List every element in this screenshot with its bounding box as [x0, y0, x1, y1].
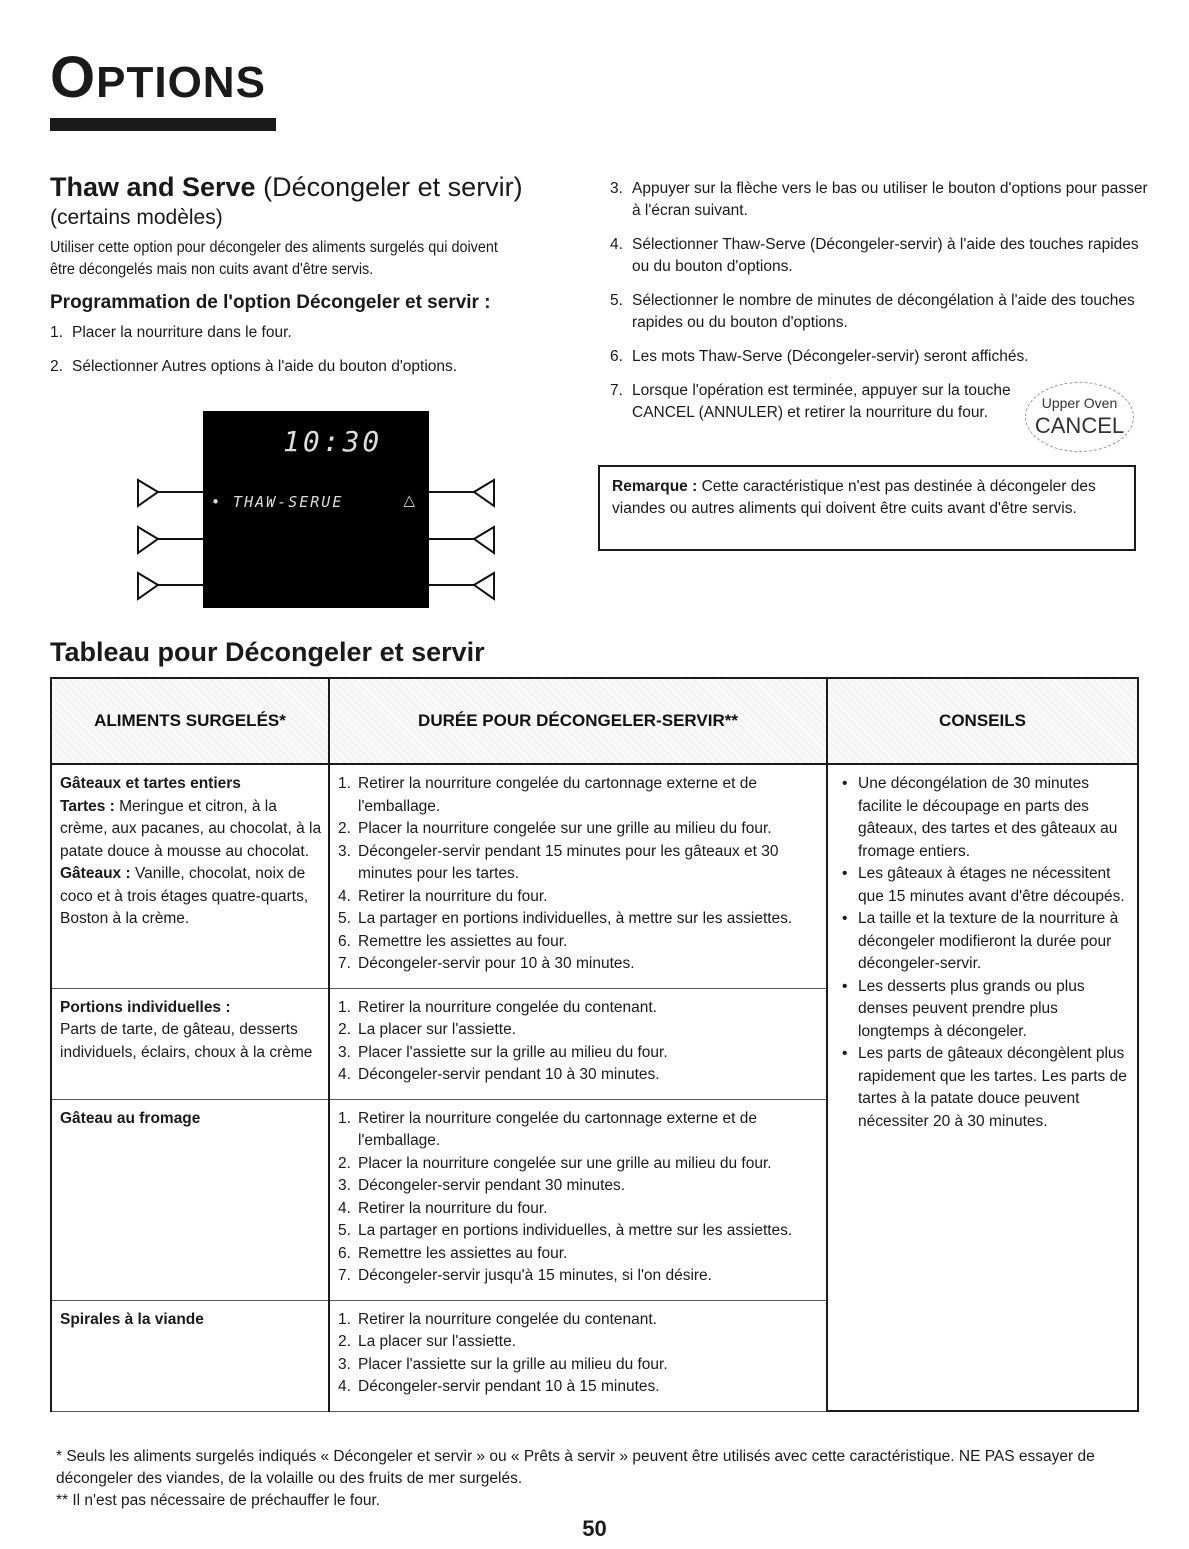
table-step: [338, 1220, 820, 1243]
food-description: [60, 798, 321, 928]
page-title-initial: O: [50, 45, 97, 110]
table-step: [338, 997, 820, 1020]
step-item: [610, 234, 1150, 278]
food-description: Parts de tarte, de gâteau, desserts individuels, éclairs, choux à la crème: [60, 1021, 313, 1061]
table-step: [338, 1265, 820, 1288]
tip-item: • Une décongélation de 30 minutes facilite le découpage en parts des gâteaux, des tartes et des gâteaux au fromage entiers.: [836, 773, 1131, 863]
step-text: Retirer la nourriture congelée du cartonnage externe et de l'emballage.: [358, 1109, 757, 1149]
page-number: 50: [582, 1516, 607, 1541]
table-step: [338, 1354, 820, 1377]
section-title-paren: (Décongeler et servir): [255, 172, 523, 202]
steps-cell: [329, 1099, 827, 1300]
table-step: [338, 953, 820, 976]
food-heading: Spirales à la viande: [60, 1310, 204, 1328]
table-step: [338, 1331, 820, 1354]
step-item: [610, 178, 1150, 222]
step-number: 3.: [610, 180, 623, 197]
step-number: 6.: [338, 1244, 351, 1262]
step-number: 4.: [338, 1066, 351, 1083]
step-number: 6.: [338, 932, 351, 950]
food-text: Vanille, chocolat, noix de coco et à trois étages quatre-quarts, Boston à la crème.: [60, 865, 309, 927]
note-text: Cette caractéristique n'est pas destinée à décongeler des viandes ou autres aliments qui doivent être cuits avant d'être servis.: [612, 478, 1096, 517]
step-number: 4.: [338, 1378, 351, 1395]
display-menu-text: • THAW-SERUE: [211, 493, 344, 511]
step-text: Décongeler-servir pendant 30 minutes.: [358, 1177, 626, 1194]
steps-cell: [329, 988, 827, 1099]
page-title-rest: PTIONS: [96, 58, 266, 107]
footnote-1: * Seuls les aliments surgelés indiqués « Décongeler et servir » ou « Prêts à servir » peuvent être utilisés avec cette caractéristique. NE PAS essayer de décongeler des viandes, de la volaille ou des fruits de mer surgelés.: [56, 1448, 1095, 1487]
step-item: [610, 380, 1017, 424]
step-text: Décongeler-servir jusqu'à 15 minutes, si l'on désire.: [358, 1267, 712, 1284]
food-cell: [51, 988, 329, 1099]
table-steps: [338, 773, 820, 976]
step-text: Placer l'assiette sur la grille au milieu du four.: [358, 1043, 668, 1061]
section-subtitle: (certains modèles): [50, 206, 223, 229]
step-number: 2.: [338, 1154, 351, 1172]
step-text: La partager en portions individuelles, à mettre sur les assiettes.: [358, 910, 793, 927]
step-number: 1.: [338, 775, 351, 792]
step-text: Placer la nourriture congelée sur une grille au milieu du four.: [358, 820, 772, 837]
header-duration: DURÉE POUR DÉCONGELER-SERVIR**: [329, 678, 827, 764]
step-number: 5.: [338, 910, 351, 927]
food-cell: [51, 764, 329, 988]
table-step: [338, 1019, 820, 1042]
header-frozen-food: ALIMENTS SURGELÉS*: [51, 678, 329, 764]
step-text: Sélectionner le nombre de minutes de décongélation à l'aide des touches rapides ou du bouton d'options.: [632, 292, 1135, 331]
table-steps: [338, 997, 820, 1087]
step-text: Retirer la nourriture congelée du cartonnage externe et de l'emballage.: [358, 775, 757, 815]
table-step: [338, 818, 820, 841]
step-text: Lorsque l'opération est terminée, appuyer sur la touche CANCEL (ANNULER) et retirer la nourriture du four.: [632, 382, 1011, 421]
step-text: La partager en portions individuelles, à mettre sur les assiettes.: [358, 1222, 793, 1239]
step-text: Retirer la nourriture du four.: [358, 887, 548, 905]
header-tips: CONSEILS: [827, 678, 1138, 764]
tips-list: [836, 773, 1131, 1133]
step-number: 7.: [610, 382, 623, 399]
step-text: Retirer la nourriture congelée du contenant.: [358, 998, 657, 1016]
food-heading: Gâteaux et tartes entiers: [60, 775, 241, 792]
step-number: 3.: [338, 1177, 351, 1194]
table-steps: [338, 1108, 820, 1288]
step-number: 4.: [338, 887, 351, 905]
food-heading: Portions individuelles :: [60, 998, 231, 1016]
table-step: [338, 1376, 820, 1399]
food-label: Gâteaux :: [60, 865, 131, 882]
right-key-icon: [474, 573, 494, 599]
step-text: Décongeler-servir pendant 10 à 30 minutes.: [358, 1066, 660, 1083]
thaw-serve-table: [50, 677, 1139, 1412]
step-text: Décongeler-servir pendant 15 minutes pour les gâteaux et 30 minutes pour les tartes.: [358, 842, 779, 882]
step-text: Retirer la nourriture du four.: [358, 1199, 548, 1217]
food-cell: [51, 1300, 329, 1411]
step-text: Décongeler-servir pendant 10 à 15 minutes.: [358, 1378, 660, 1395]
step-text: Sélectionner Thaw-Serve (Décongeler-servir) à l'aide des touches rapides ou du bouton d'options.: [632, 236, 1139, 275]
section-intro: Utiliser cette option pour décongeler des aliments surgelés qui doivent être décongelés mais non cuits avant d'être servis.: [50, 239, 498, 278]
table-header-row: [51, 678, 1138, 764]
oven-display: [203, 411, 429, 608]
step-number: 7.: [338, 955, 351, 972]
step-number: 3.: [338, 1043, 351, 1061]
table-step: [338, 1198, 820, 1221]
cancel-button-line1: Upper Oven: [1041, 395, 1118, 411]
table-steps: [338, 1309, 820, 1399]
note-label: Remarque :: [612, 478, 698, 495]
table-step: [338, 1042, 820, 1065]
table-step: [338, 1175, 820, 1198]
step-number: 1.: [50, 324, 63, 341]
table-title: Tableau pour Décongeler et servir: [50, 637, 485, 667]
step-item: [610, 290, 1150, 334]
right-key-icon: [474, 480, 494, 506]
step-text: Placer la nourriture dans le four.: [72, 324, 292, 341]
step-number: 7.: [338, 1267, 351, 1284]
table-step: [338, 886, 820, 909]
table-step: [338, 841, 820, 886]
tips-cell: [827, 764, 1138, 1411]
step-item: [610, 346, 1150, 368]
step-number: 2.: [338, 1021, 351, 1038]
table-row: [51, 764, 1138, 988]
food-label: Tartes :: [60, 797, 115, 815]
step-number: 3.: [338, 1355, 351, 1373]
step-text: Appuyer sur la flèche vers le bas ou utiliser le bouton d'options pour passer à l'écran suivant.: [632, 180, 1148, 219]
step-number: 6.: [610, 348, 623, 365]
step-number: 3.: [338, 842, 351, 860]
food-text: Meringue et citron, à la crème, aux pacanes, au chocolat, à la patate douce à mousse au chocolat.: [60, 797, 322, 860]
step-text: Placer l'assiette sur la grille au milieu du four.: [358, 1355, 668, 1373]
table-step: [338, 1153, 820, 1176]
tip-item: • Les gâteaux à étages ne nécessitent que 15 minutes avant d'être découpés.: [836, 863, 1131, 908]
step-text: Remettre les assiettes au four.: [358, 932, 568, 950]
step-number: 1.: [338, 998, 351, 1016]
step-text: Remettre les assiettes au four.: [358, 1244, 568, 1262]
step-text: La placer sur l'assiette.: [358, 1333, 517, 1350]
step-number: 1.: [338, 1109, 351, 1127]
right-key-icon: [474, 527, 494, 553]
step-text: Les mots Thaw-Serve (Décongeler-servir) seront affichés.: [632, 348, 1029, 365]
step-text: Placer la nourriture congelée sur une grille au milieu du four.: [358, 1154, 772, 1172]
step-number: 2.: [338, 1333, 351, 1350]
left-key-icon: [138, 527, 158, 553]
up-arrow-icon: △: [403, 492, 415, 509]
tip-item: • Les parts de gâteaux décongèlent plus rapidement que les tartes. Les parts de tartes à la patate douce peuvent nécessiter 20 à 30 minutes.: [836, 1043, 1131, 1133]
table-step: [338, 931, 820, 954]
step-number: 4.: [338, 1199, 351, 1217]
note-box: [598, 465, 1136, 551]
step-number: 1.: [338, 1310, 351, 1328]
footnote-2: ** Il n'est pas nécessaire de préchauffer le four.: [56, 1492, 381, 1509]
step-text: Retirer la nourriture congelée du contenant.: [358, 1310, 657, 1328]
step-text: Décongeler-servir pour 10 à 30 minutes.: [358, 955, 635, 972]
upper-oven-cancel-button[interactable]: [1025, 382, 1134, 452]
step-number: 4.: [610, 236, 623, 253]
step-text: Sélectionner Autres options à l'aide du bouton d'options.: [72, 358, 458, 375]
table-step: [338, 1243, 820, 1266]
food-cell: [51, 1099, 329, 1300]
steps-cell: [329, 764, 827, 988]
section-title-bold: Thaw and Serve: [50, 172, 256, 202]
display-time: 10:30: [283, 425, 383, 458]
left-key-icon: [138, 480, 158, 506]
table-step: [338, 773, 820, 818]
footnotes: [56, 1446, 1146, 1512]
table-step: [338, 1108, 820, 1153]
programming-heading: Programmation de l'option Décongeler et servir :: [50, 292, 491, 313]
step-number: 2.: [338, 820, 351, 837]
table-step: [338, 1064, 820, 1087]
food-heading: Gâteau au fromage: [60, 1109, 201, 1127]
table-step: [338, 1309, 820, 1332]
tip-item: • Les desserts plus grands ou plus denses peuvent prendre plus longtemps à décongeler.: [836, 976, 1131, 1044]
tip-item: • La taille et la texture de la nourriture à décongeler modifieront la durée pour décongeler-servir.: [836, 908, 1131, 976]
step-number: 5.: [338, 1222, 351, 1239]
step-number: 2.: [50, 358, 63, 375]
table-step: [338, 908, 820, 931]
cancel-button-line2: CANCEL: [1034, 413, 1125, 438]
steps-cell: [329, 1300, 827, 1411]
step-text: La placer sur l'assiette.: [358, 1021, 517, 1038]
left-key-icon: [138, 573, 158, 599]
step-number: 5.: [610, 292, 623, 309]
